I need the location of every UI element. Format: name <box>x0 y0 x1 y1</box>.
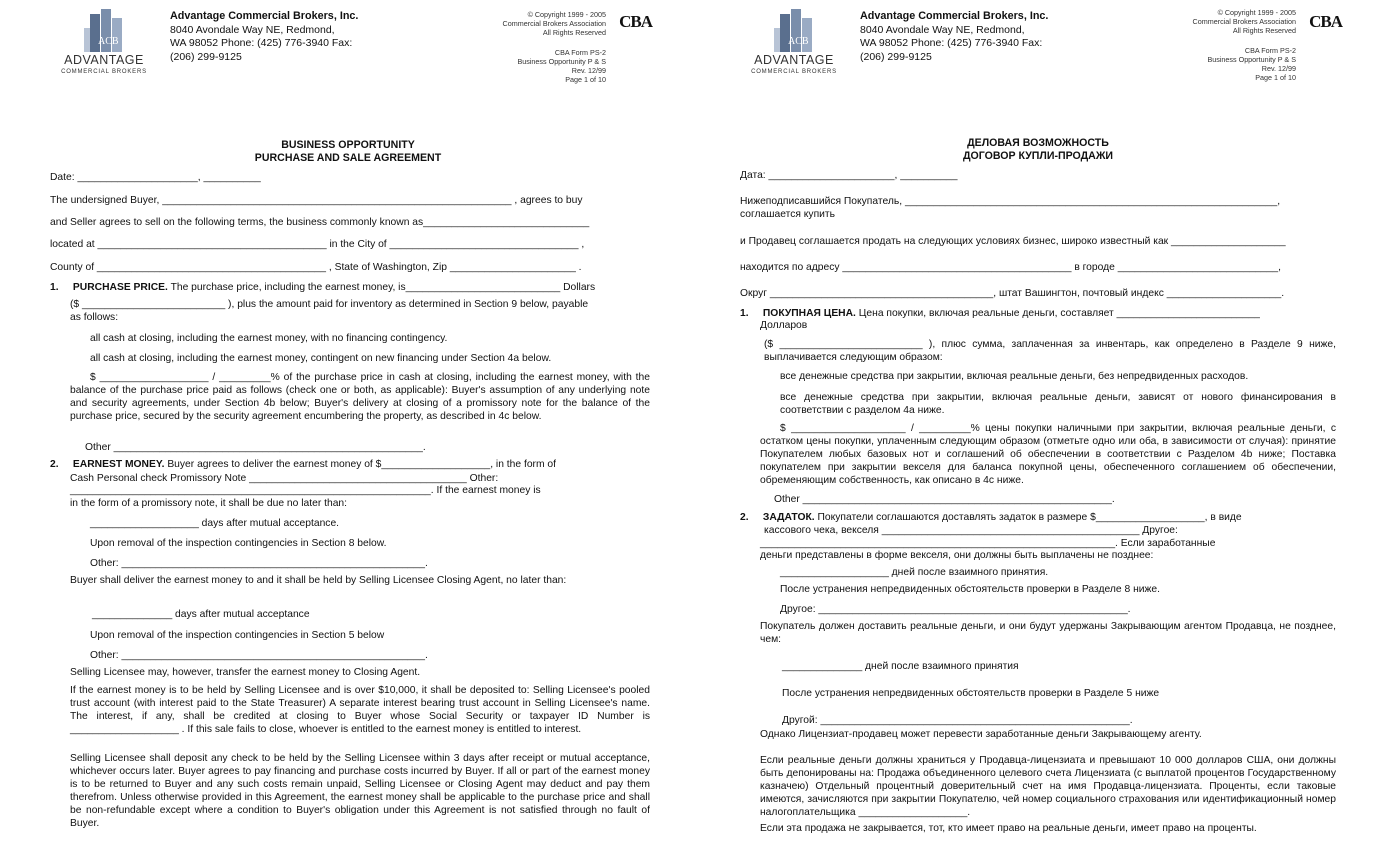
deliver-line: Покупатель должен доставить реальные деньги, и они будут удержаны Закрывающим агентом Продавца, не позднее, чем: <box>760 621 1336 645</box>
copyright-block: © Copyright 1999 - 2005 Commercial Brokers Association All Rights Reserved <box>1192 8 1296 35</box>
deposit-paragraph: Если реальные деньги должны храниться у Продавца-лицензиата и превышают 10 000 долларов США, они должны быть депонированы на: Продажа объединенного целевого счета Лицензиата (с выплатой процентов Государственному казначею) Отдельный процентный доверительный счет на имя Продавца-лицензиата. Проценты, если таковые имеются, зачисляются при закрытии Покупателю, чей номер социального страхования или идентификационный номер налогоплательщика ___________________. <box>760 755 1336 818</box>
note-option-b: Upon removal of the inspection contingencies in Section 8 below. <box>90 538 387 549</box>
deliver-line: Buyer shall deliver the earnest money to and it shall be held by Selling Licensee Closing Agent, no later than: <box>70 575 567 586</box>
business-line: and Seller agrees to sell on the following terms, the business commonly known as_____________________________ <box>50 217 590 228</box>
price-currency-line: Долларов <box>760 320 808 331</box>
transfer-line: Однако Лицензиат-продавец может перевести заработанные деньги Закрывающему агенту. <box>760 729 1202 740</box>
note-option-c: Другое: ______________________________________________________. <box>780 604 1131 615</box>
business-line: и Продавец соглашается продать на следующих условиях бизнес, широко известный как ____________________ <box>740 236 1286 247</box>
interest-line: Если эта продажа не закрывается, тот, кто имеет право на реальные деньги, имеет право на проценты. <box>760 823 1257 834</box>
svg-text:ACB: ACB <box>788 36 809 47</box>
county-line: County of ________________________________________ , State of Washington, Zip ______________________ . <box>50 262 582 273</box>
deliver-option-b: После устранения непредвиденных обстоятельств проверки в Разделе 5 ниже <box>782 688 1160 699</box>
earnest-other-line: _______________________________________________________________. If the earnest money is <box>70 485 541 496</box>
english-page <box>48 0 688 861</box>
cba-mark: CBA <box>1309 12 1342 31</box>
address-line: 8040 Avondale Way NE, Redmond, <box>170 23 335 36</box>
note-option-c: Other: _____________________________________________________. <box>90 558 428 569</box>
cba-mark: CBA <box>619 12 652 31</box>
copyright-block: © Copyright 1999 - 2005 Commercial Brokers Association All Rights Reserved <box>502 10 606 37</box>
address-line: WA 98052 Phone: (425) 776-3940 Fax: <box>860 37 1043 49</box>
form-info: CBA Form PS-2 Business Opportunity P & S Rev. 12/99 Page 1 of 10 <box>517 48 606 84</box>
check-paragraph: Selling Licensee shall deposit any check to be held by the Selling Licensee within 3 days after receipt or mutual acceptance, whichever occurs later. Buyer agrees to pay financing and purchase costs incurred by Buyer. If all or part of the earnest money is to be returned to Buyer and any such costs remain unpaid, Selling Licensee or Closing Agent may deduct and pay them therefrom. Unless otherwise provided in this Agreement, the earnest money shall be applicable to the purchase price and shall be non-refundable except where a condition to Buyer's obligation under this Agreement is not satisfied through no fault of Buyer. <box>70 753 650 829</box>
svg-text:ACB: ACB <box>98 36 119 47</box>
earnest-form-line: кассового чека, векселя _____________________________________________ Другое: <box>764 525 1178 536</box>
price-option-a: все денежные средства при закрытии, включая реальные деньги, без непредвиденных расходов. <box>780 371 1249 382</box>
deliver-option-c: Другой: ______________________________________________________. <box>782 715 1133 726</box>
earnest-note-line: деньги представлены в форме векселя, они должны быть выплачены не позднее: <box>760 550 1154 561</box>
price-option-b: all cash at closing, including the earnest money, contingent on new financing under Section 4a below. <box>90 353 552 364</box>
price-other: Other ______________________________________________________. <box>85 442 426 453</box>
price-option-b: все денежные средства при закрытии, включая реальные деньги, зависят от нового финансирования в соответствии с разделом 4а ниже. <box>780 392 1336 416</box>
section-2-heading: 2. EARNEST MONEY. Buyer agrees to deliver the earnest money of $___________________, in the form of <box>50 459 557 470</box>
svg-text:COMMERCIAL BROKERS: COMMERCIAL BROKERS <box>61 69 147 75</box>
deliver-option-a: ______________ days after mutual acceptance <box>92 609 310 620</box>
location-line: находится по адресу ________________________________________ в городе ____________________________, <box>740 262 1281 273</box>
company-block <box>170 10 358 64</box>
address-line: WA 98052 Phone: (425) 776-3940 Fax: <box>170 37 353 49</box>
russian-page <box>738 0 1377 861</box>
title: ДЕЛОВАЯ ВОЗМОЖНОСТЬ ДОГОВОР КУПЛИ-ПРОДАЖИ <box>962 137 1114 162</box>
company-name: Advantage Commercial Brokers, Inc. <box>170 10 359 22</box>
buyer-line: Нижеподписавшийся Покупатель, _________________________________________________________________, <box>740 196 1281 207</box>
transfer-line: Selling Licensee may, however, transfer the earnest money to Closing Agent. <box>70 667 421 678</box>
location-line: located at ________________________________________ in the City of _________________________________ , <box>50 239 585 250</box>
deposit-paragraph: If the earnest money is to be held by Selling Licensee and is over $10,000, it shall be deposited to: Selling Licensee's pooled trust account (with interest paid to the State Treasurer) A separate interest bearing trust account in Selling Licensee's name. The interest, if any, shall be credited at closing to Buyer whose Social Security or taxpayer ID Number is ___________________ . If this sale fails to close, whoever is entitled to the earnest money is entitled to interest. <box>70 685 650 735</box>
address-line: (206) 299-9125 <box>170 50 242 63</box>
price-amount-line: ($ _________________________ ), плюс сумма, заплаченная за инвентарь, как определено в Разделе 9 ниже, выплачивается следующим образом: <box>764 339 1336 363</box>
note-option-a: ___________________ days after mutual acceptance. <box>90 518 340 529</box>
price-option-c: $ ___________________ / _________% of the purchase price in cash at closing, including the earnest money, with the balance of the purchase price paid as follows (check one or both, as applicable): Buyer's assumption of any underlying note and security agreements, under Section 4b below; Buyer's delivery at closing of a promissory note for the balance of the purchase price, secured by the security agreement encumbering the property, as described in 4c below. <box>70 372 650 422</box>
deliver-option-c: Other: _____________________________________________________. <box>90 650 428 661</box>
company-name: Advantage Commercial Brokers, Inc. <box>860 10 1049 22</box>
company-block <box>860 10 1048 64</box>
note-option-b: После устранения непредвиденных обстоятельств проверки в Разделе 8 ниже. <box>780 584 1160 595</box>
buyer-line-2: соглашается купить <box>740 209 835 220</box>
deliver-option-a: ______________ дней после взаимного принятия <box>782 661 1019 672</box>
svg-text:ADVANTAGE: ADVANTAGE <box>754 53 834 67</box>
date-line: Date: _____________________, __________ <box>50 172 261 183</box>
price-amount-line: ($ _________________________ ), plus the amount paid for inventory as determined in Section 9 below, payable <box>70 299 589 310</box>
title: BUSINESS OPPORTUNITY PURCHASE AND SALE AGREEMENT <box>254 139 442 164</box>
section-1-heading: 1. ПОКУПНАЯ ЦЕНА. Цена покупки, включая реальные деньги, составляет _________________________ <box>740 308 1260 319</box>
svg-text:ADVANTAGE: ADVANTAGE <box>64 53 144 67</box>
price-other: Other ______________________________________________________. <box>774 494 1115 505</box>
earnest-form-line: Cash Personal check Promissory Note ______________________________________ Other: <box>70 473 499 484</box>
price-payable-line: as follows: <box>70 312 119 323</box>
form-info: CBA Form PS-2 Business Opportunity P & S Rev. 12/99 Page 1 of 10 <box>1207 46 1296 82</box>
buyer-line: The undersigned Buyer, _____________________________________________________________ , agrees to buy <box>50 195 583 206</box>
price-option-a: all cash at closing, including the earnest money, with no financing contingency. <box>90 333 448 344</box>
price-option-c: $ ____________________ / _________% цены покупки наличными при закрытии, включая реальные деньги, с остатком цены покупки, уплаченным следующим образом (отметьте одно или оба, в зависимости от случая): принятие Покупателем любых базовых нот и соглашений об обеспечении в соответствии с Разделом 4b ниже; Поставка покупателем при закрытии векселя для баланса покупной цены, обеспеченного соглашением об обеспечении, обременяющим собственность, как описано в 4c ниже. <box>760 423 1336 486</box>
county-line: Округ _______________________________________, штат Вашингтон, почтовый индекс ____________________. <box>740 288 1285 299</box>
address-line: 8040 Avondale Way NE, Redmond, <box>860 23 1025 36</box>
svg-text:COMMERCIAL BROKERS: COMMERCIAL BROKERS <box>751 69 837 75</box>
acb-logo <box>48 8 160 78</box>
date-line: Дата: ______________________, __________ <box>740 170 958 181</box>
note-option-a: ___________________ дней после взаимного принятия. <box>780 567 1049 578</box>
earnest-other-line: ______________________________________________________________. Если заработанные <box>760 538 1216 549</box>
section-2-heading: 2. ЗАДАТОК. Покупатели соглашаются доставлять задаток в размере $___________________, в виде <box>740 512 1242 523</box>
earnest-note-line: in the form of a promissory note, it shall be due no later than: <box>70 498 348 509</box>
address-line: (206) 299-9125 <box>860 50 932 63</box>
deliver-option-b: Upon removal of the inspection contingencies in Section 5 below <box>90 630 385 641</box>
section-1-heading: 1. PURCHASE PRICE. The purchase price, including the earnest money, is___________________________ Dollars <box>50 282 596 293</box>
acb-logo <box>738 8 850 78</box>
